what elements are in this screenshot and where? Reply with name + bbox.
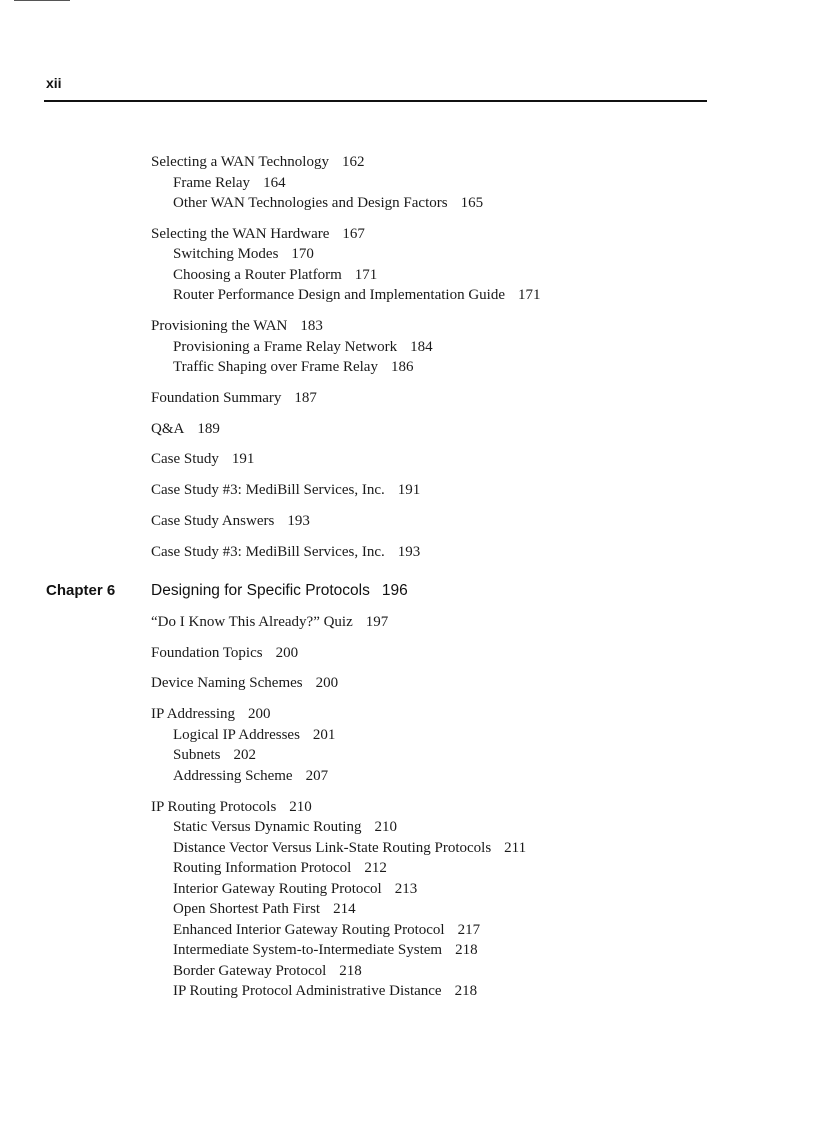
toc-entry-title: Frame Relay: [173, 174, 251, 191]
toc-entry-page-number: 218: [339, 962, 362, 979]
toc-entry-title: Subnets: [173, 747, 221, 764]
toc-entry-title: Intermediate System-to-Intermediate System: [173, 942, 443, 959]
toc-entry-title: Case Study #3: MediBill Services, Inc.: [151, 482, 385, 499]
toc-section-before: [0, 152, 816, 562]
toc-subentry[interactable]: [173, 337, 816, 358]
toc-entry-page-number: 200: [248, 706, 271, 723]
toc-entry-page-number: 162: [341, 154, 365, 170]
toc-entry-title: Choosing a Router Platform: [173, 266, 342, 283]
toc-subentry[interactable]: [173, 981, 816, 1002]
toc-entry-title: Enhanced Interior Gateway Routing Protocol: [173, 921, 445, 938]
toc-entry-title: Routing Information Protocol: [173, 860, 352, 877]
chapter-page-number: 196: [381, 582, 408, 600]
toc-subentry[interactable]: [173, 940, 816, 961]
toc-entry-page-number: 213: [394, 880, 418, 897]
toc-entry-title: Interior Gateway Routing Protocol: [173, 880, 382, 897]
toc-entry-page-number: 201: [312, 726, 336, 743]
toc-entry-title: Addressing Scheme: [173, 767, 293, 784]
header-rule: [44, 100, 707, 102]
toc-section-after: [0, 612, 816, 1002]
toc-entry-title: IP Routing Protocols: [151, 798, 277, 815]
toc-entry-page-number: 186: [390, 359, 414, 376]
toc-entry[interactable]: [151, 388, 816, 409]
toc-subentry[interactable]: [173, 265, 816, 286]
toc-subentry[interactable]: [173, 244, 816, 265]
toc-subentry[interactable]: [173, 838, 816, 859]
toc-entry-title: Provisioning the WAN: [151, 318, 288, 335]
toc-entry-page-number: 184: [410, 338, 433, 355]
toc-entry-page-number: 210: [289, 798, 312, 815]
toc-subentry[interactable]: [173, 817, 816, 838]
chapter-label: Chapter 6: [46, 582, 116, 600]
toc-subentry[interactable]: [173, 961, 816, 982]
toc-entry-title: Foundation Summary: [151, 389, 282, 406]
toc-subentry[interactable]: [173, 766, 816, 787]
toc-entry[interactable]: [151, 224, 816, 245]
toc-subentry[interactable]: [173, 879, 816, 900]
toc-subentry[interactable]: [173, 357, 816, 378]
toc-entry-page-number: 200: [275, 644, 299, 661]
toc-entry-title: Router Performance Design and Implementation Guide: [173, 287, 505, 304]
toc-entry-title: Border Gateway Protocol: [173, 962, 327, 979]
toc-entry-page-number: 193: [397, 543, 421, 560]
toc-entry-title: IP Routing Protocol Administrative Distance: [173, 983, 442, 1000]
toc-entry-page-number: 210: [374, 819, 397, 836]
toc-entry-title: “Do I Know This Already?” Quiz: [151, 613, 353, 630]
toc-entry-page-number: 191: [231, 451, 255, 468]
toc-entry-title: Switching Modes: [173, 246, 279, 263]
toc-entry[interactable]: [151, 449, 816, 470]
toc-entry[interactable]: [151, 797, 816, 818]
toc-entry-title: Case Study #3: MediBill Services, Inc.: [151, 543, 385, 560]
toc-entry[interactable]: [151, 480, 816, 501]
toc-entry-title: Distance Vector Versus Link-State Routing Protocols: [173, 839, 492, 856]
toc-entry-title: IP Addressing: [151, 706, 236, 723]
chapter-title: Designing for Specific Protocols: [151, 582, 370, 600]
toc-entry-title: Foundation Topics: [151, 644, 263, 661]
toc-entry-page-number: 164: [263, 174, 286, 191]
toc-entry-page-number: 211: [504, 839, 527, 856]
toc-entry[interactable]: [151, 419, 816, 440]
toc-entry-title: Open Shortest Path First: [173, 901, 321, 918]
toc-entry-page-number: 212: [364, 860, 387, 877]
toc-entry-page-number: 193: [287, 513, 310, 530]
toc-entry-page-number: 202: [233, 747, 257, 764]
chapter-title-line: [151, 581, 408, 602]
toc-entry[interactable]: [151, 152, 816, 173]
toc-entry[interactable]: [151, 704, 816, 725]
toc-entry-title: Case Study: [151, 451, 219, 468]
toc-subentry[interactable]: [173, 745, 816, 766]
toc-entry-page-number: 170: [291, 246, 314, 263]
toc-entry-page-number: 200: [315, 675, 339, 692]
toc-subentry[interactable]: [173, 285, 816, 306]
toc-entry[interactable]: [151, 511, 816, 532]
toc-entry[interactable]: [151, 673, 816, 694]
table-of-contents: [0, 152, 816, 1002]
toc-entry-page-number: 171: [518, 287, 541, 304]
toc-entry-title: Device Naming Schemes: [151, 675, 303, 692]
toc-entry-page-number: 187: [294, 389, 317, 406]
toc-entry-title: Selecting a WAN Technology: [151, 154, 329, 170]
toc-entry-title: Selecting the WAN Hardware: [151, 225, 330, 242]
crop-mark: [14, 0, 70, 1]
toc-entry-page-number: 171: [354, 266, 378, 283]
toc-entry-title: Q&A: [151, 420, 185, 437]
toc-entry[interactable]: [151, 643, 816, 664]
toc-entry-title: Provisioning a Frame Relay Network: [173, 338, 398, 355]
page-folio: xii: [46, 75, 62, 91]
toc-entry[interactable]: [151, 612, 816, 633]
toc-entry-title: Traffic Shaping over Frame Relay: [173, 359, 378, 376]
toc-subentry[interactable]: [173, 858, 816, 879]
toc-entry-page-number: 207: [305, 767, 329, 784]
toc-entry-page-number: 214: [333, 901, 356, 918]
toc-subentry[interactable]: [173, 173, 816, 194]
toc-entry-page-number: 218: [454, 983, 478, 1000]
toc-entry-page-number: 217: [457, 921, 481, 938]
toc-entry-title: Other WAN Technologies and Design Factors: [173, 195, 448, 211]
toc-entry-page-number: 167: [342, 225, 365, 242]
toc-subentry[interactable]: [173, 193, 816, 214]
toc-entry-page-number: 183: [300, 318, 323, 335]
toc-subentry[interactable]: [173, 920, 816, 941]
toc-entry-title: Case Study Answers: [151, 513, 275, 530]
chapter-heading[interactable]: [0, 581, 816, 602]
toc-subentry[interactable]: [173, 725, 816, 746]
toc-entry-title: Logical IP Addresses: [173, 726, 300, 743]
toc-subentry[interactable]: [173, 899, 816, 920]
toc-entry-page-number: 189: [197, 420, 220, 437]
toc-entry-title: Static Versus Dynamic Routing: [173, 819, 362, 836]
toc-entry[interactable]: [151, 316, 816, 337]
toc-entry[interactable]: [151, 542, 816, 563]
toc-entry-page-number: 218: [455, 942, 478, 959]
toc-entry-page-number: 191: [397, 482, 421, 499]
toc-entry-page-number: 197: [365, 613, 389, 630]
toc-entry-page-number: 165: [460, 195, 484, 211]
